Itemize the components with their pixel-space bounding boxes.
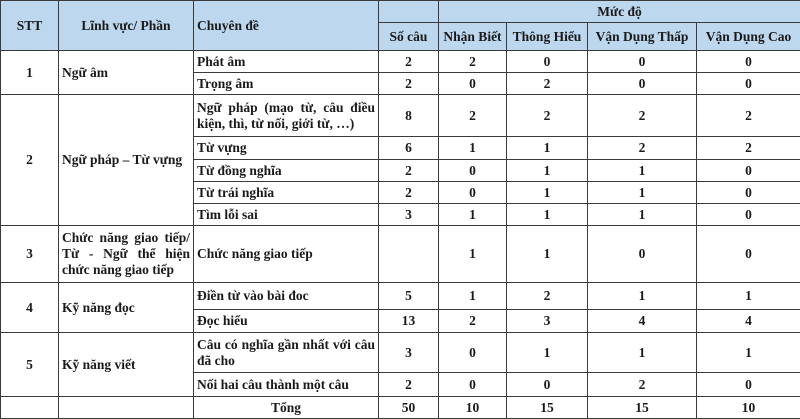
total-row bbox=[1, 397, 800, 419]
level-recognize: 1 bbox=[439, 283, 507, 310]
topic-name: Từ đồng nghĩa bbox=[194, 160, 379, 182]
topic-name: Từ trái nghĩa bbox=[194, 182, 379, 204]
level-recognize: 0 bbox=[439, 333, 507, 373]
level-understand: 2 bbox=[507, 283, 588, 310]
level-apply-high: 0 bbox=[697, 204, 800, 226]
header-level-apply-low: Vận Dụng Thấp bbox=[588, 23, 697, 51]
table-row bbox=[1, 95, 800, 137]
total-recognize: 10 bbox=[439, 397, 507, 419]
table-row bbox=[1, 226, 800, 283]
header-field: Lĩnh vực/ Phần bbox=[59, 1, 194, 51]
section-field: Kỹ năng viết bbox=[59, 333, 194, 397]
level-understand: 1 bbox=[507, 182, 588, 204]
topic-count: 5 bbox=[379, 283, 439, 310]
topic-count: 2 bbox=[379, 51, 439, 73]
level-understand: 1 bbox=[507, 204, 588, 226]
level-recognize: 2 bbox=[439, 51, 507, 73]
level-understand: 2 bbox=[507, 95, 588, 137]
level-understand: 1 bbox=[507, 333, 588, 373]
level-recognize: 1 bbox=[439, 137, 507, 160]
level-apply-low: 0 bbox=[588, 226, 697, 283]
level-apply-high: 1 bbox=[697, 333, 800, 373]
level-understand: 1 bbox=[507, 160, 588, 182]
topic-count: 2 bbox=[379, 182, 439, 204]
section-field: Chức năng giao tiếp/ Từ - Ngữ thể hiện chức năng giao tiếp bbox=[59, 226, 194, 283]
header-level-understand: Thông Hiểu bbox=[507, 23, 588, 51]
level-understand: 0 bbox=[507, 51, 588, 73]
level-apply-low: 2 bbox=[588, 95, 697, 137]
level-apply-high: 1 bbox=[697, 283, 800, 310]
topic-count: 6 bbox=[379, 137, 439, 160]
topic-count: 2 bbox=[379, 160, 439, 182]
level-apply-high: 0 bbox=[697, 373, 800, 397]
topic-name: Điền từ vào bài đoc bbox=[194, 283, 379, 310]
level-apply-low: 0 bbox=[588, 73, 697, 95]
total-field-empty bbox=[59, 397, 194, 419]
level-apply-low: 2 bbox=[588, 373, 697, 397]
level-recognize: 1 bbox=[439, 226, 507, 283]
level-apply-low: 1 bbox=[588, 160, 697, 182]
level-apply-high: 2 bbox=[697, 95, 800, 137]
total-stt-empty bbox=[1, 397, 59, 419]
topic-count: 8 bbox=[379, 95, 439, 137]
level-understand: 2 bbox=[507, 73, 588, 95]
level-apply-high: 0 bbox=[697, 182, 800, 204]
level-understand: 1 bbox=[507, 137, 588, 160]
topic-name: Nối hai câu thành một câu bbox=[194, 373, 379, 397]
header-topic: Chuyên đề bbox=[194, 1, 379, 51]
level-apply-high: 0 bbox=[697, 226, 800, 283]
table-row bbox=[1, 283, 800, 310]
topic-name: Từ vựng bbox=[194, 137, 379, 160]
level-understand: 0 bbox=[507, 373, 588, 397]
topic-name: Ngữ pháp (mạo từ, câu điều kiện, thì, từ nối, giới từ, …) bbox=[194, 95, 379, 137]
section-stt: 4 bbox=[1, 283, 59, 333]
table-row bbox=[1, 333, 800, 373]
topic-name: Chức năng giao tiếp bbox=[194, 226, 379, 283]
level-apply-high: 0 bbox=[697, 73, 800, 95]
topic-count: 3 bbox=[379, 333, 439, 373]
section-stt: 1 bbox=[1, 51, 59, 95]
level-apply-low: 0 bbox=[588, 51, 697, 73]
header-stt: STT bbox=[1, 1, 59, 51]
level-apply-high: 4 bbox=[697, 310, 800, 333]
section-field: Ngữ pháp – Từ vựng bbox=[59, 95, 194, 226]
level-apply-low: 1 bbox=[588, 204, 697, 226]
level-understand: 3 bbox=[507, 310, 588, 333]
header-level-apply-high: Vận Dụng Cao bbox=[697, 23, 800, 51]
total-count: 50 bbox=[379, 397, 439, 419]
level-recognize: 0 bbox=[439, 73, 507, 95]
header-level-group: Mức độ bbox=[439, 1, 800, 23]
topic-name: Trọng âm bbox=[194, 73, 379, 95]
topic-count: 2 bbox=[379, 73, 439, 95]
section-field: Ngữ âm bbox=[59, 51, 194, 95]
topic-name: Đọc hiểu bbox=[194, 310, 379, 333]
level-apply-high: 2 bbox=[697, 137, 800, 160]
level-apply-low: 4 bbox=[588, 310, 697, 333]
level-recognize: 0 bbox=[439, 182, 507, 204]
level-recognize: 2 bbox=[439, 95, 507, 137]
header-level-recognize: Nhận Biết bbox=[439, 23, 507, 51]
total-apply-high: 10 bbox=[697, 397, 800, 419]
total-understand: 15 bbox=[507, 397, 588, 419]
topic-count: 3 bbox=[379, 204, 439, 226]
level-recognize: 0 bbox=[439, 373, 507, 397]
level-recognize: 2 bbox=[439, 310, 507, 333]
topic-name: Tìm lỗi sai bbox=[194, 204, 379, 226]
header-row-1 bbox=[1, 1, 800, 23]
level-apply-high: 0 bbox=[697, 160, 800, 182]
level-apply-high: 0 bbox=[697, 51, 800, 73]
table-row bbox=[1, 51, 800, 73]
header-spacer bbox=[379, 1, 439, 23]
header-count: Số câu bbox=[379, 23, 439, 51]
section-field: Kỹ năng đọc bbox=[59, 283, 194, 333]
topic-name: Câu có nghĩa gần nhất với câu đã cho bbox=[194, 333, 379, 373]
level-understand: 1 bbox=[507, 226, 588, 283]
section-stt: 5 bbox=[1, 333, 59, 397]
section-stt: 3 bbox=[1, 226, 59, 283]
topic-count: 13 bbox=[379, 310, 439, 333]
level-recognize: 0 bbox=[439, 160, 507, 182]
total-label: Tổng bbox=[194, 397, 379, 419]
level-apply-low: 1 bbox=[588, 333, 697, 373]
total-apply-low: 15 bbox=[588, 397, 697, 419]
level-recognize: 1 bbox=[439, 204, 507, 226]
topic-count: 2 bbox=[379, 373, 439, 397]
level-apply-low: 2 bbox=[588, 137, 697, 160]
topic-name: Phát âm bbox=[194, 51, 379, 73]
topic-count bbox=[379, 226, 439, 283]
level-apply-low: 1 bbox=[588, 283, 697, 310]
level-apply-low: 1 bbox=[588, 182, 697, 204]
section-stt: 2 bbox=[1, 95, 59, 226]
